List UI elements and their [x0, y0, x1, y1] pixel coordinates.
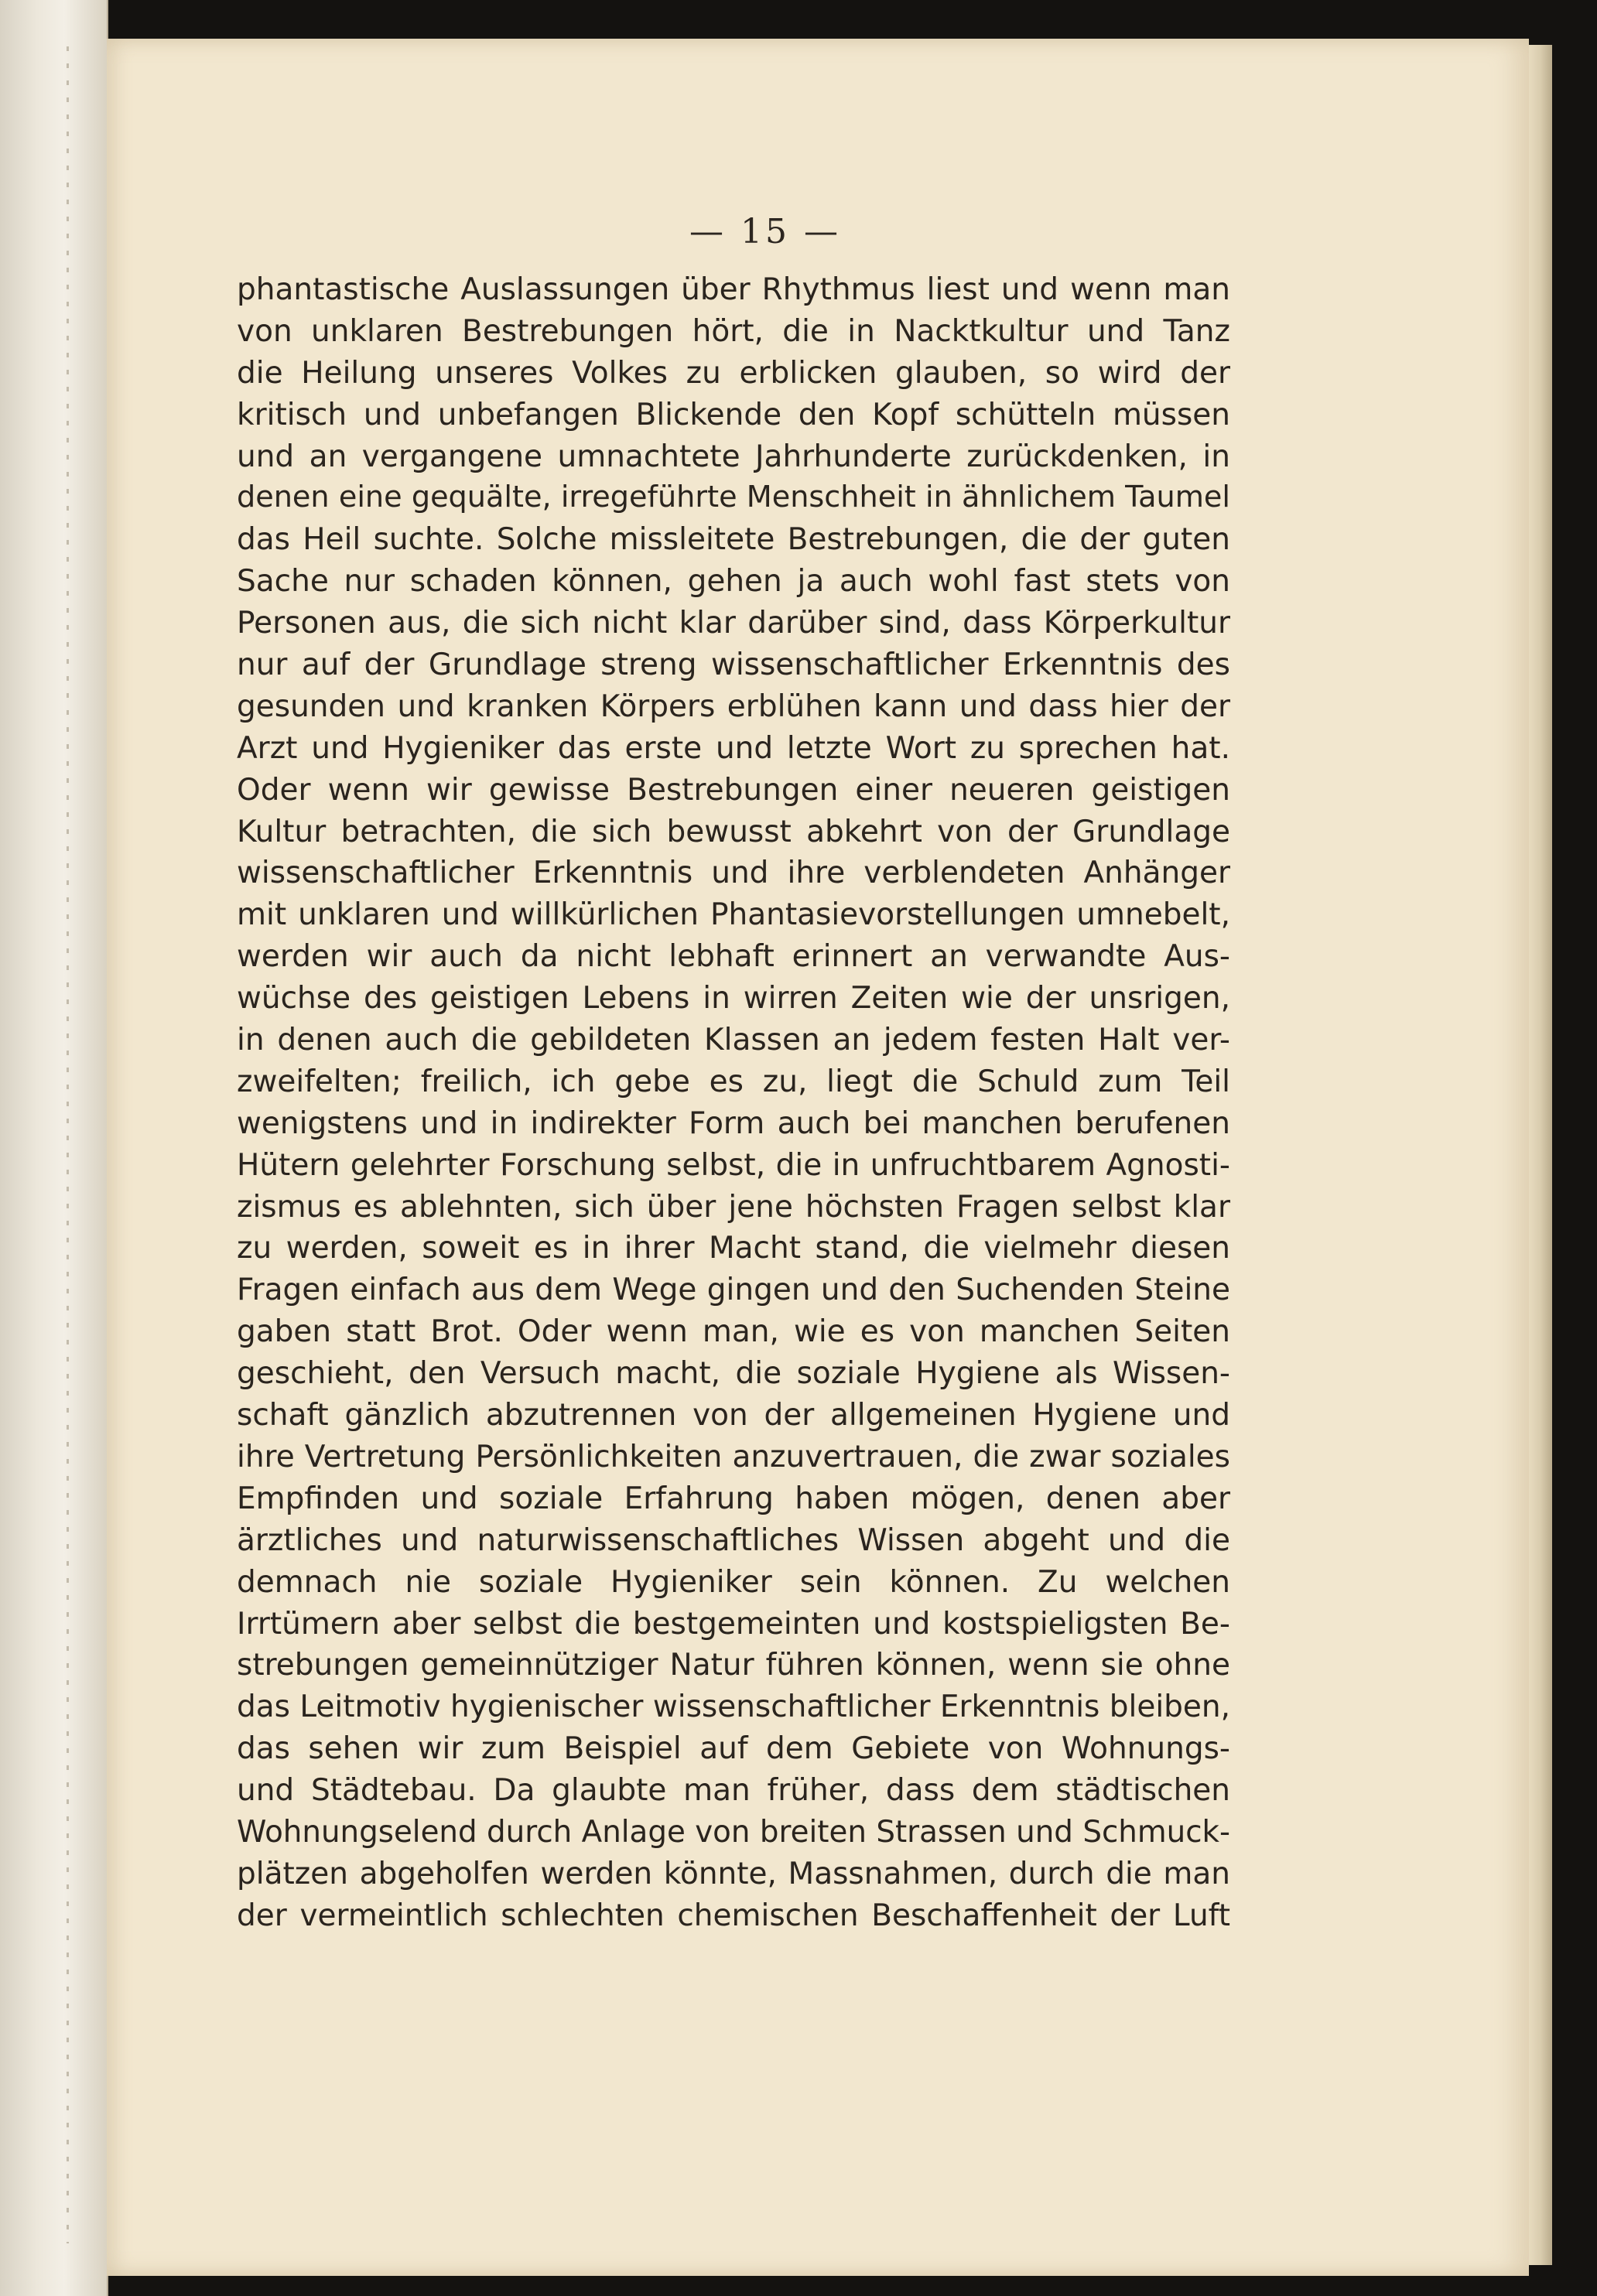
text-line: denen eine gequälte, irregeführte Menschheit in ähnlichem Taumel	[237, 480, 1230, 515]
body-text	[237, 269, 1230, 1937]
text-line: Hütern gelehrter Forschung selbst, die in unfruchtbarem Agnosti-	[237, 1147, 1230, 1183]
text-line: zu werden, soweit es in ihrer Macht stand, die vielmehr diesen	[237, 1231, 1230, 1266]
text-line: und an vergangene umnachtete Jahrhunderte zurückdenken, in	[237, 439, 1230, 474]
text-line: gesunden und kranken Körpers erblühen kann und dass hier der	[237, 688, 1230, 724]
text-line: demnach nie soziale Hygieniker sein können. Zu welchen	[237, 1564, 1230, 1600]
text-line: Sache nur schaden können, gehen ja auch wohl fast stets von	[237, 564, 1230, 600]
page-number: — 15 —	[689, 212, 841, 251]
text-line: Wohnungselend durch Anlage von breiten Strassen und Schmuck-	[237, 1814, 1230, 1850]
text-line: plätzen abgeholfen werden könnte, Massnahmen, durch die man	[237, 1856, 1230, 1891]
text-line: Fragen einfach aus dem Wege gingen und den Suchenden Steine	[237, 1273, 1230, 1308]
text-line: Oder wenn wir gewisse Bestrebungen einer neueren geistigen	[237, 772, 1230, 808]
text-line: in denen auch die gebildeten Klassen an jedem festen Halt ver-	[237, 1023, 1230, 1058]
text-line: Kultur betrachten, die sich bewusst abkehrt von der Grundlage	[237, 814, 1230, 849]
text-line: schaft gänzlich abzutrennen von der allgemeinen Hygiene und	[237, 1398, 1230, 1433]
text-line: Irrtümern aber selbst die bestgemeinten und kostspieligsten Be-	[237, 1606, 1230, 1642]
text-line: wenigstens und in indirekter Form auch bei manchen berufenen	[237, 1105, 1230, 1141]
text-line: das Leitmotiv hygienischer wissenschaftlicher Erkenntnis bleiben,	[237, 1690, 1231, 1725]
text-line: phantastische Auslassungen über Rhythmus liest und wenn man	[237, 272, 1230, 307]
text-line: der vermeintlich schlechten chemischen Beschaffenheit der Luft	[237, 1898, 1230, 1933]
text-line: geschieht, den Versuch macht, die soziale Hygiene als Wissen-	[237, 1356, 1230, 1392]
text-line: ärztliches und naturwissenschaftliches Wissen abgeht und die	[237, 1522, 1230, 1558]
text-line: mit unklaren und willkürlichen Phantasievorstellungen umnebelt,	[237, 897, 1230, 933]
text-line: kritisch und unbefangen Blickende den Kopf schütteln müssen	[237, 397, 1230, 432]
text-line: ihre Vertretung Persönlichkeiten anzuvertrauen, die zwar soziales	[237, 1439, 1230, 1474]
text-line: zismus es ablehnten, sich über jene höchsten Fragen selbst klar	[237, 1189, 1230, 1225]
text-line: und Städtebau. Da glaubte man früher, dass dem städtischen	[237, 1773, 1230, 1809]
page-edge	[1529, 45, 1552, 2265]
text-line: das sehen wir zum Beispiel auf dem Gebiete von Wohnungs-	[237, 1731, 1230, 1767]
text-line: Personen aus, die sich nicht klar darüber sind, dass Körperkultur	[237, 606, 1230, 641]
text-line: wüchse des geistigen Lebens in wirren Zeiten wie der unsrigen,	[237, 981, 1230, 1016]
text-line: werden wir auch da nicht lebhaft erinnert an verwandte Aus-	[237, 939, 1230, 975]
text-line: gaben statt Brot. Oder wenn man, wie es von manchen Seiten	[237, 1314, 1230, 1350]
text-line: wissenschaftlicher Erkenntnis und ihre verblendeten Anhänger	[237, 856, 1230, 891]
text-line: Empfinden und soziale Erfahrung haben mögen, denen aber	[237, 1481, 1230, 1516]
text-line: zweifelten; freilich, ich gebe es zu, liegt die Schuld zum Teil	[237, 1064, 1230, 1099]
text-line: nur auf der Grundlage streng wissenschaftlicher Erkenntnis des	[237, 647, 1230, 683]
text-line: die Heilung unseres Volkes zu erblicken glauben, so wird der	[237, 355, 1230, 391]
text-line: Arzt und Hygieniker das erste und letzte Wort zu sprechen hat.	[237, 730, 1230, 766]
text-line: strebungen gemeinnütziger Natur führen können, wenn sie ohne	[237, 1648, 1230, 1683]
text-line: von unklaren Bestrebungen hört, die in Nacktkultur und Tanz	[237, 313, 1230, 349]
book-binding	[0, 0, 108, 2296]
text-line: das Heil suchte. Solche missleitete Bestrebungen, die der guten	[237, 522, 1230, 558]
